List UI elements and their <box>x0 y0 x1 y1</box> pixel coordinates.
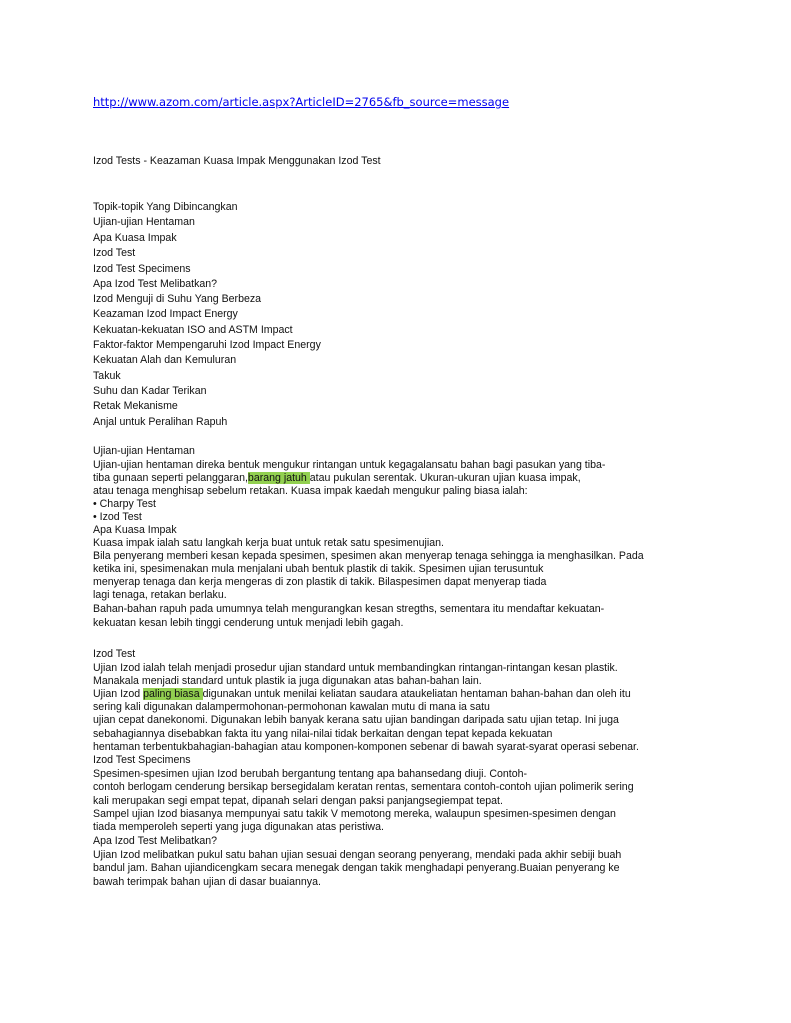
paragraph-line: contoh berlogam cenderung bersikap bersegidalam keratan rentas, sementara contoh-contoh ujian polimerik sering <box>93 781 634 793</box>
paragraph-line: kali merupakan segi empat tepat, dipanah selari dengan paksi panjangsegiempat tepat. <box>93 795 503 807</box>
paragraph-line: hentaman terbentukbahagian-bahagian atau komponen-komponen sebenar di bawah syarat-syarat operasi sebenar. <box>93 741 639 753</box>
highlighted-text: paling biasa <box>143 688 203 700</box>
toc-heading: Topik-topik Yang Dibincangkan <box>93 201 238 213</box>
toc-item: Keazaman Izod Impact Energy <box>93 308 238 320</box>
section-heading: Izod Test Specimens <box>93 754 191 766</box>
text-run: tiba gunaan seperti pelanggaran, <box>93 472 248 484</box>
bullet-item: • Charpy Test <box>93 498 156 510</box>
paragraph-line: Kuasa impak ialah satu langkah kerja buat untuk retak satu spesimenujian. <box>93 537 444 549</box>
toc-item: Izod Test Specimens <box>93 263 191 275</box>
bullet-item: • Izod Test <box>93 511 142 523</box>
toc-item: Kekuatan Alah dan Kemuluran <box>93 354 237 366</box>
paragraph-line: ketika ini, spesimenakan mula menjalani ubah bentuk plastik di takik. Spesimen ujian terusuntuk <box>93 563 544 575</box>
paragraph-line: kekuatan kesan lebih tinggi cenderung untuk menjadi lebih gagah. <box>93 617 404 629</box>
toc-item: Takuk <box>93 370 121 382</box>
paragraph-line: sebahagiannya disebabkan fakta itu yang nilai-nilai tidak berkaitan dengan tepat kepada kekuatan <box>93 728 553 740</box>
paragraph-line: Ujian-ujian hentaman direka bentuk mengukur rintangan untuk kegagalansatu bahan bagi pasukan yang tiba- <box>93 459 606 471</box>
paragraph-line: Bila penyerang memberi kesan kepada spesimen, spesimen akan menyerap tenaga sehingga ia menghasilkan. Pada <box>93 550 644 562</box>
section-heading: Apa Izod Test Melibatkan? <box>93 835 218 847</box>
toc-item: Apa Kuasa Impak <box>93 232 177 244</box>
paragraph-line: Manakala menjadi standard untuk plastik ia juga digunakan atas bahan-bahan lain. <box>93 675 482 687</box>
toc-item: Faktor-faktor Mempengaruhi Izod Impact Energy <box>93 339 321 351</box>
toc-item: Retak Mekanisme <box>93 400 178 412</box>
paragraph-line: atau tenaga menghisap sebelum retakan. Kuasa impak kaedah mengukur paling biasa ialah: <box>93 485 528 497</box>
source-url-link[interactable]: http://www.azom.com/article.aspx?ArticleID=2765&fb_source=message <box>93 95 510 109</box>
toc-item: Anjal untuk Peralihan Rapuh <box>93 416 228 428</box>
paragraph-line: Spesimen-spesimen ujian Izod berubah bergantung tentang apa bahansedang diuji. Contoh- <box>93 768 528 780</box>
toc-item: Suhu dan Kadar Terikan <box>93 385 207 397</box>
paragraph-line: Ujian Izod melibatkan pukul satu bahan ujian sesuai dengan seorang penyerang, mendaki pada akhir sebiji buah <box>93 849 622 861</box>
text-run: digunakan untuk menilai keliatan saudara ataukeliatan hentaman bahan-bahan dan oleh itu <box>202 688 631 700</box>
paragraph-line <box>93 688 631 700</box>
paragraph-line: bandul jam. Bahan ujiandicengkam secara menegak dengan takik menghadapi penyerang.Buaian penyerang ke <box>93 862 620 874</box>
document-title: Izod Tests - Keazaman Kuasa Impak Menggunakan Izod Test <box>93 155 381 167</box>
paragraph-line: Bahan-bahan rapuh pada umumnya telah mengurangkan kesan stregths, sementara itu mendaftar kekuatan- <box>93 603 605 615</box>
paragraph-line: ujian cepat danekonomi. Digunakan lebih banyak kerana satu ujian bandingan daripada satu ujian tetap. Ini juga <box>93 714 619 726</box>
paragraph-line: lagi tenaga, retakan berlaku. <box>93 589 227 601</box>
paragraph-line: menyerap tenaga dan kerja mengeras di zon plastik di takik. Bilaspesimen dapat menyerap tiada <box>93 576 547 588</box>
section-heading: Ujian-ujian Hentaman <box>93 445 195 457</box>
section-heading: Apa Kuasa Impak <box>93 524 177 536</box>
highlighted-text: barang jatuh <box>247 472 310 484</box>
paragraph-line <box>93 472 581 484</box>
section-heading: Izod Test <box>93 648 136 660</box>
toc-item: Ujian-ujian Hentaman <box>93 216 195 228</box>
paragraph-line: Sampel ujian Izod biasanya mempunyai satu takik V memotong mereka, walaupun spesimen-spesimen dengan <box>93 808 616 820</box>
toc-item: Izod Test <box>93 247 136 259</box>
paragraph-line: tiada memperoleh seperti yang juga digunakan atas peristiwa. <box>93 821 384 833</box>
text-run: Ujian Izod <box>93 688 144 700</box>
text-run: atau pukulan serentak. Ukuran-ukuran ujian kuasa impak, <box>309 472 581 484</box>
toc-item: Izod Menguji di Suhu Yang Berbeza <box>93 293 262 305</box>
toc-item: Kekuatan-kekuatan ISO and ASTM Impact <box>93 324 293 336</box>
paragraph-line: bawah terimpak bahan ujian di dasar buaiannya. <box>93 876 321 888</box>
paragraph-line: sering kali digunakan dalampermohonan-permohonan kawalan mutu di mana ia satu <box>93 701 490 713</box>
paragraph-line: Ujian Izod ialah telah menjadi prosedur ujian standard untuk membandingkan rintangan-rintangan kesan plastik. <box>93 662 618 674</box>
toc-item: Apa Izod Test Melibatkan? <box>93 278 218 290</box>
